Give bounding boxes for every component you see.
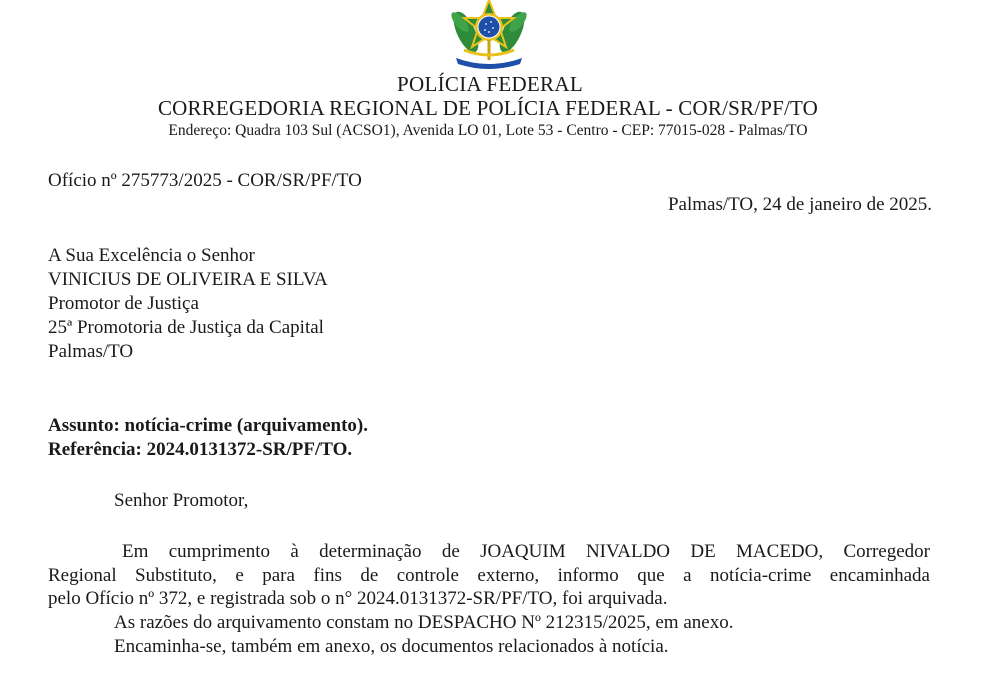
org-name: POLÍCIA FEDERAL [397,72,583,96]
addressee-name: VINICIUS DE OLIVEIRA E SILVA [48,269,328,290]
addressee-salutation: A Sua Excelência o Senhor [48,245,255,266]
brazil-coat-of-arms-icon [446,0,532,70]
paragraph-1-line-1: Em cumprimento à determinação de JOAQUIM NIVALDO DE MACEDO, Corregedor [122,541,930,562]
reference-line: Referência: 2024.0131372-SR/PF/TO. [48,439,353,460]
paragraph-2: As razões do arquivamento constam no DESPACHO Nº 212315/2025, em anexo. [114,612,734,633]
paragraph-1-line-3: pelo Ofício nº 372, e registrada sob o n° 2024.0131372-SR/PF/TO, foi arquivada. [48,588,668,609]
addressee-office: 25ª Promotoria de Justiça da Capital [48,317,324,338]
document-number: Ofício nº 275773/2025 - COR/SR/PF/TO [48,170,362,191]
paragraph-1-line-2: Regional Substituto, e para fins de controle externo, informo que a notícia-crime encaminhada [48,565,930,586]
subject-line: Assunto: notícia-crime (arquivamento). [48,415,368,436]
letter-salutation: Senhor Promotor, [114,490,249,511]
paragraph-3: Encaminha-se, também em anexo, os documentos relacionados à notícia. [114,636,669,657]
address-line: Endereço: Quadra 103 Sul (ACSO1), Avenida LO 01, Lote 53 - Centro - CEP: 77015-028 - Palmas/TO [168,122,808,139]
addressee-title: Promotor de Justiça [48,293,199,314]
place-date: Palmas/TO, 24 de janeiro de 2025. [667,194,932,215]
unit-name: CORREGEDORIA REGIONAL DE POLÍCIA FEDERAL - COR/SR/PF/TO [157,96,819,120]
addressee-city: Palmas/TO [48,341,134,362]
